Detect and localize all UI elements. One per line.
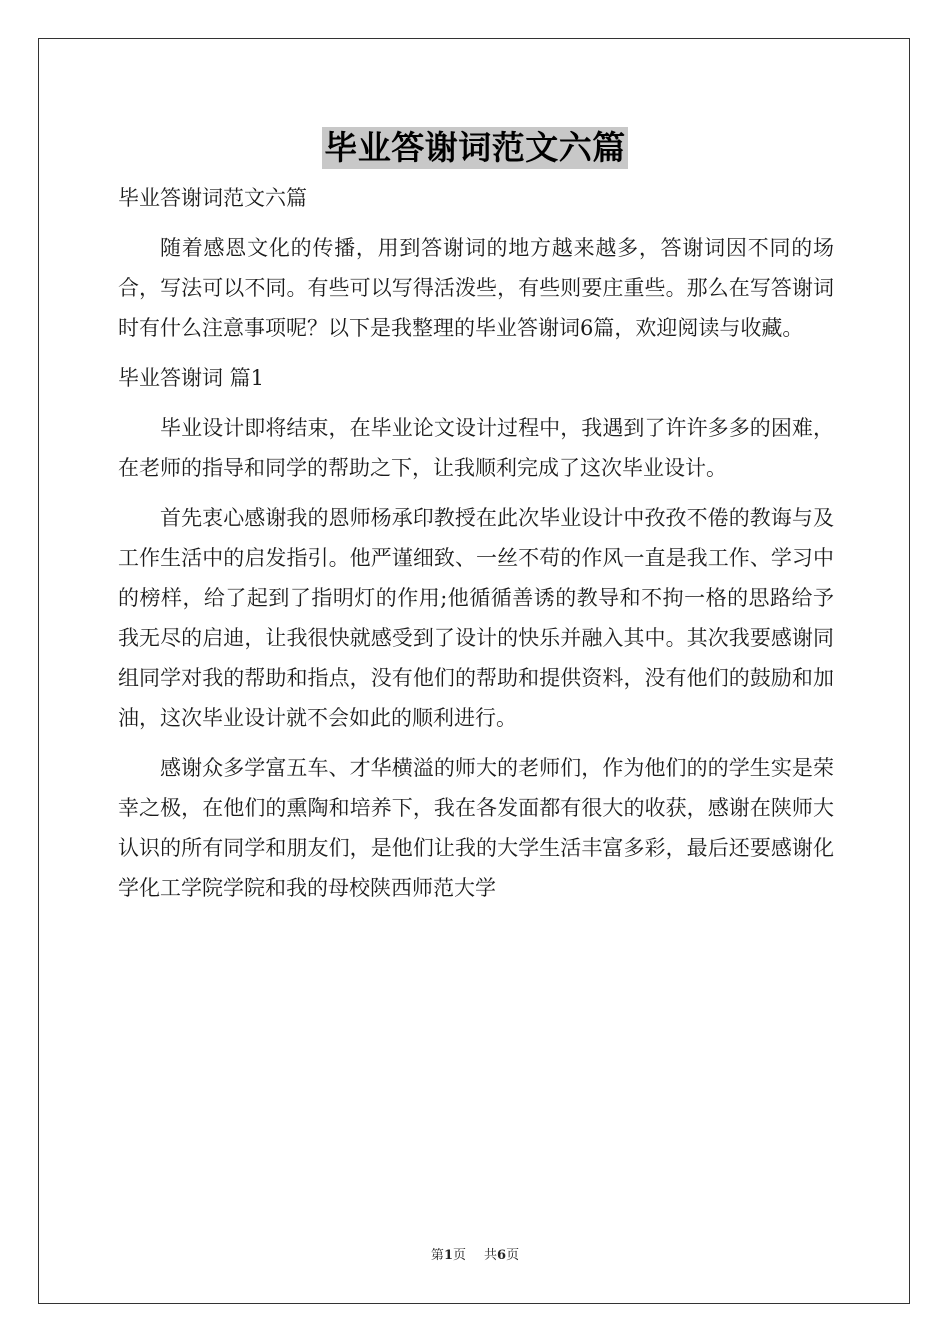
intro-paragraph: 随着感恩文化的传播，用到答谢词的地方越来越多，答谢词因不同的场合，写法可以不同。有些可以写得活泼些，有些则要庄重些。那么在写答谢词时有什么注意事项呢？以下是我整理的毕业答谢词6篇，欢迎阅读与收藏。 xyxy=(118,236,834,340)
title-container xyxy=(0,127,950,169)
page-footer xyxy=(0,1247,950,1265)
section-heading: 毕业答谢词 篇1 xyxy=(118,366,265,390)
total-suffix: 页 xyxy=(506,1248,520,1263)
document-body xyxy=(118,178,834,908)
document-subtitle: 毕业答谢词范文六篇 xyxy=(118,186,307,210)
page-suffix: 页 xyxy=(452,1248,466,1263)
page-number: 1 xyxy=(443,1248,453,1263)
body-paragraph: 感谢众多学富五车、才华横溢的师大的老师们，作为他们的的学生实是荣幸之极，在他们的熏陶和培养下，我在各发面都有很大的收获，感谢在陕师大认识的所有同学和朋友们，是他们让我的大学生活丰富多彩，最后还要感谢化学化工学院学院和我的母校陕西师范大学 xyxy=(118,756,834,900)
total-prefix: 共 xyxy=(484,1248,498,1263)
body-paragraph: 首先衷心感谢我的恩师杨承印教授在此次毕业设计中孜孜不倦的教诲与及工作生活中的启发指引。他严谨细致、一丝不苟的作风一直是我工作、学习中的榜样，给了起到了指明灯的作用;他循循善诱的教导和不拘一格的思路给予我无尽的启迪，让我很快就感受到了设计的快乐并融入其中。其次我要感谢同组同学对我的帮助和指点，没有他们的帮助和提供资料，没有他们的鼓励和加油，这次毕业设计就不会如此的顺利进行。 xyxy=(118,506,834,730)
page-prefix: 第 xyxy=(430,1248,444,1263)
total-pages: 6 xyxy=(497,1248,507,1263)
document-title: 毕业答谢词范文六篇 xyxy=(324,128,626,167)
body-paragraph: 毕业设计即将结束，在毕业论文设计过程中，我遇到了许许多多的困难，在老师的指导和同学的帮助之下，让我顺利完成了这次毕业设计。 xyxy=(118,416,834,480)
